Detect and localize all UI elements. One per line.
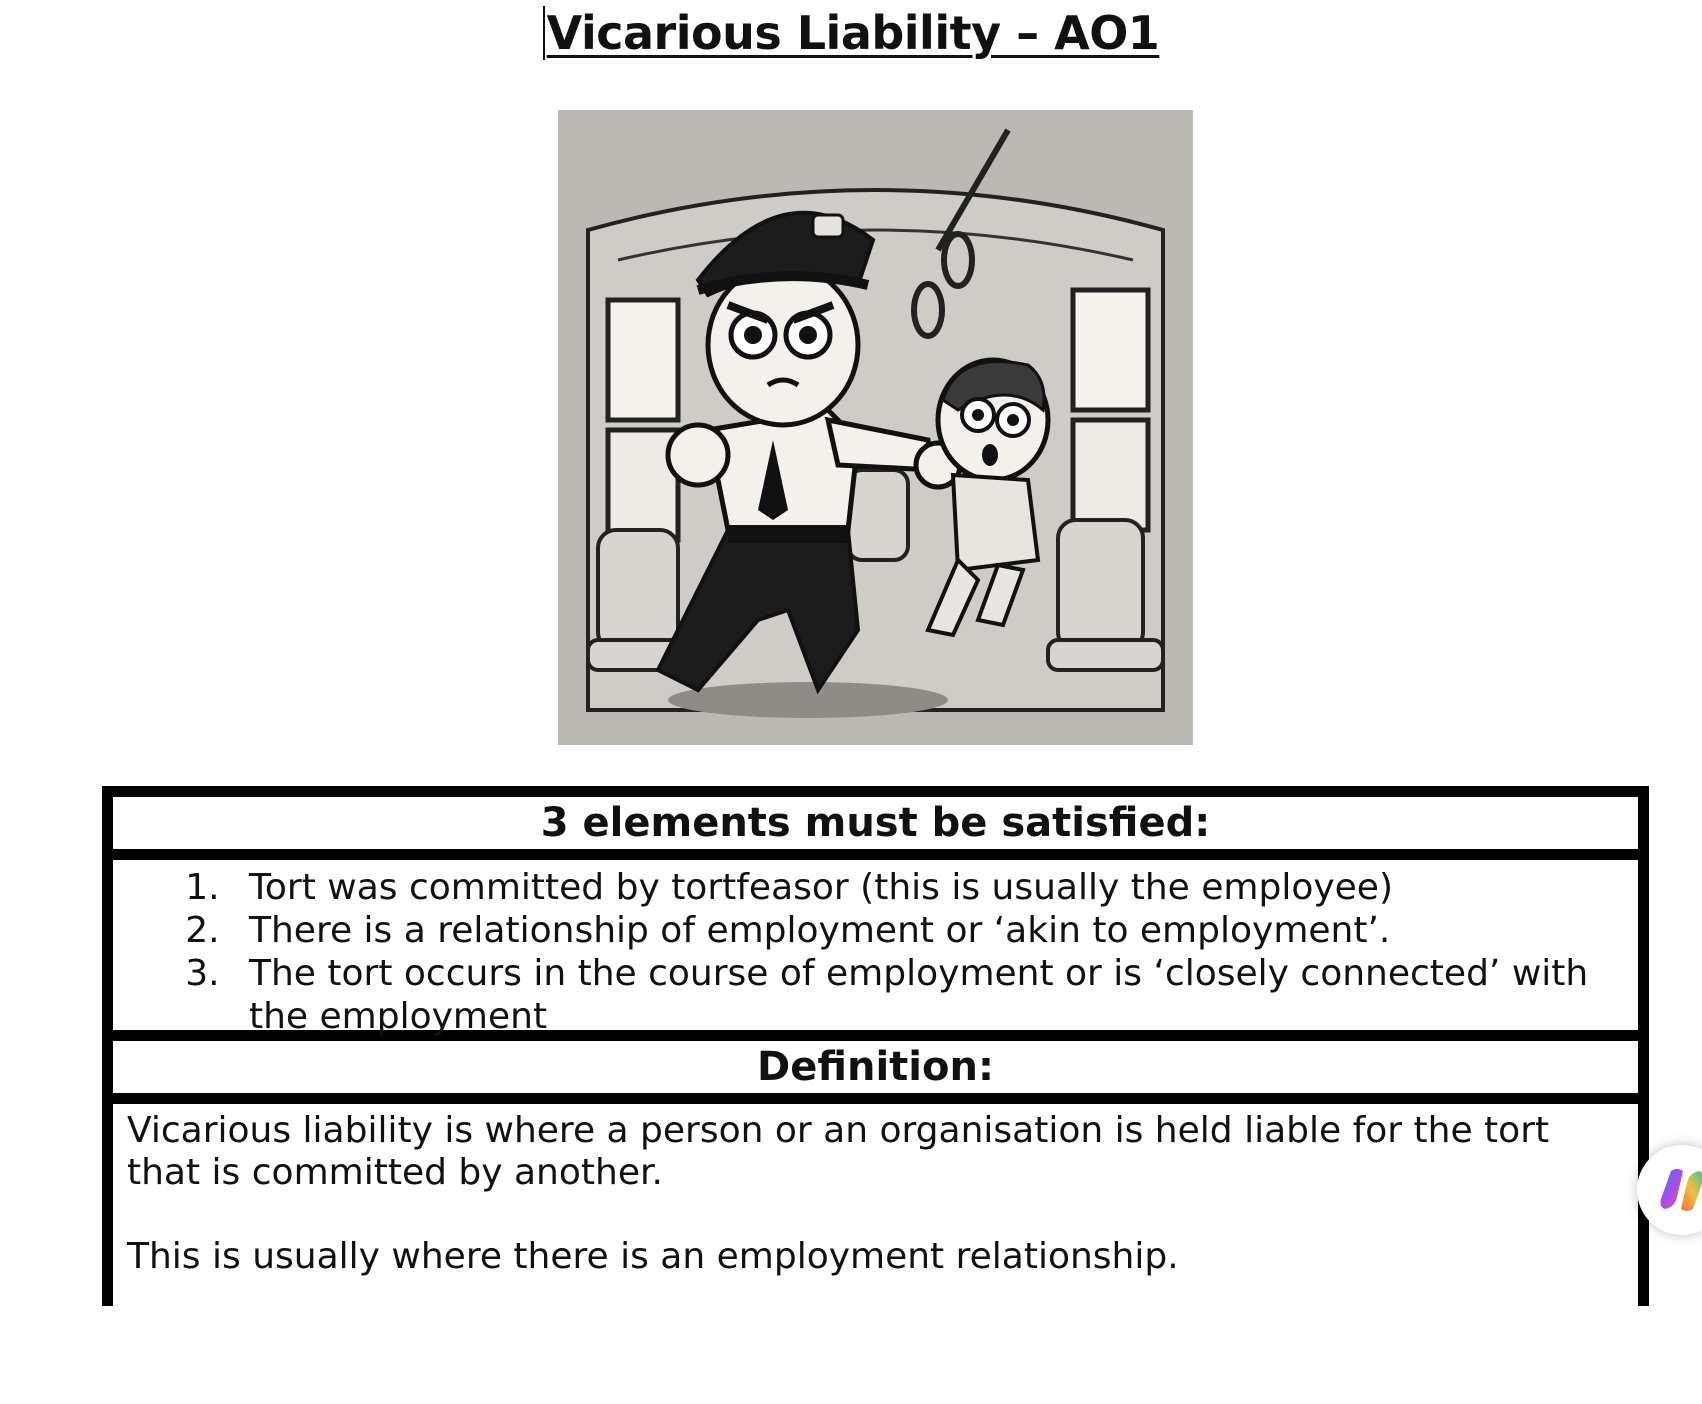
content-table (102, 786, 1649, 1306)
element-item-2: 2. There is a relationship of employment or ‘akin to employment’. (231, 909, 1638, 952)
bus-conductor-illustration (558, 110, 1193, 745)
definition-heading: Definition: (113, 1041, 1638, 1093)
definition-cell (113, 1104, 1638, 1404)
elements-list-cell (113, 860, 1638, 1037)
definition-paragraph-2: This is usually where there is an employment relationship. (127, 1236, 1179, 1277)
element-item-3: 3. The tort occurs in the course of employment or is ‘closely connected’ with the employment (231, 952, 1638, 1038)
definition-paragraph-1: Vicarious liability is where a person or an organisation is held liable for the tort that is committed by another. (127, 1110, 1550, 1193)
elements-list (113, 866, 1638, 1038)
document-title: Vicarious Liability – AO1 (0, 6, 1702, 60)
element-item-1: 1. Tort was committed by tortfeasor (this is usually the employee) (231, 866, 1638, 909)
elements-heading: 3 elements must be satisfied: (113, 797, 1638, 849)
copilot-icon (1657, 1167, 1702, 1213)
